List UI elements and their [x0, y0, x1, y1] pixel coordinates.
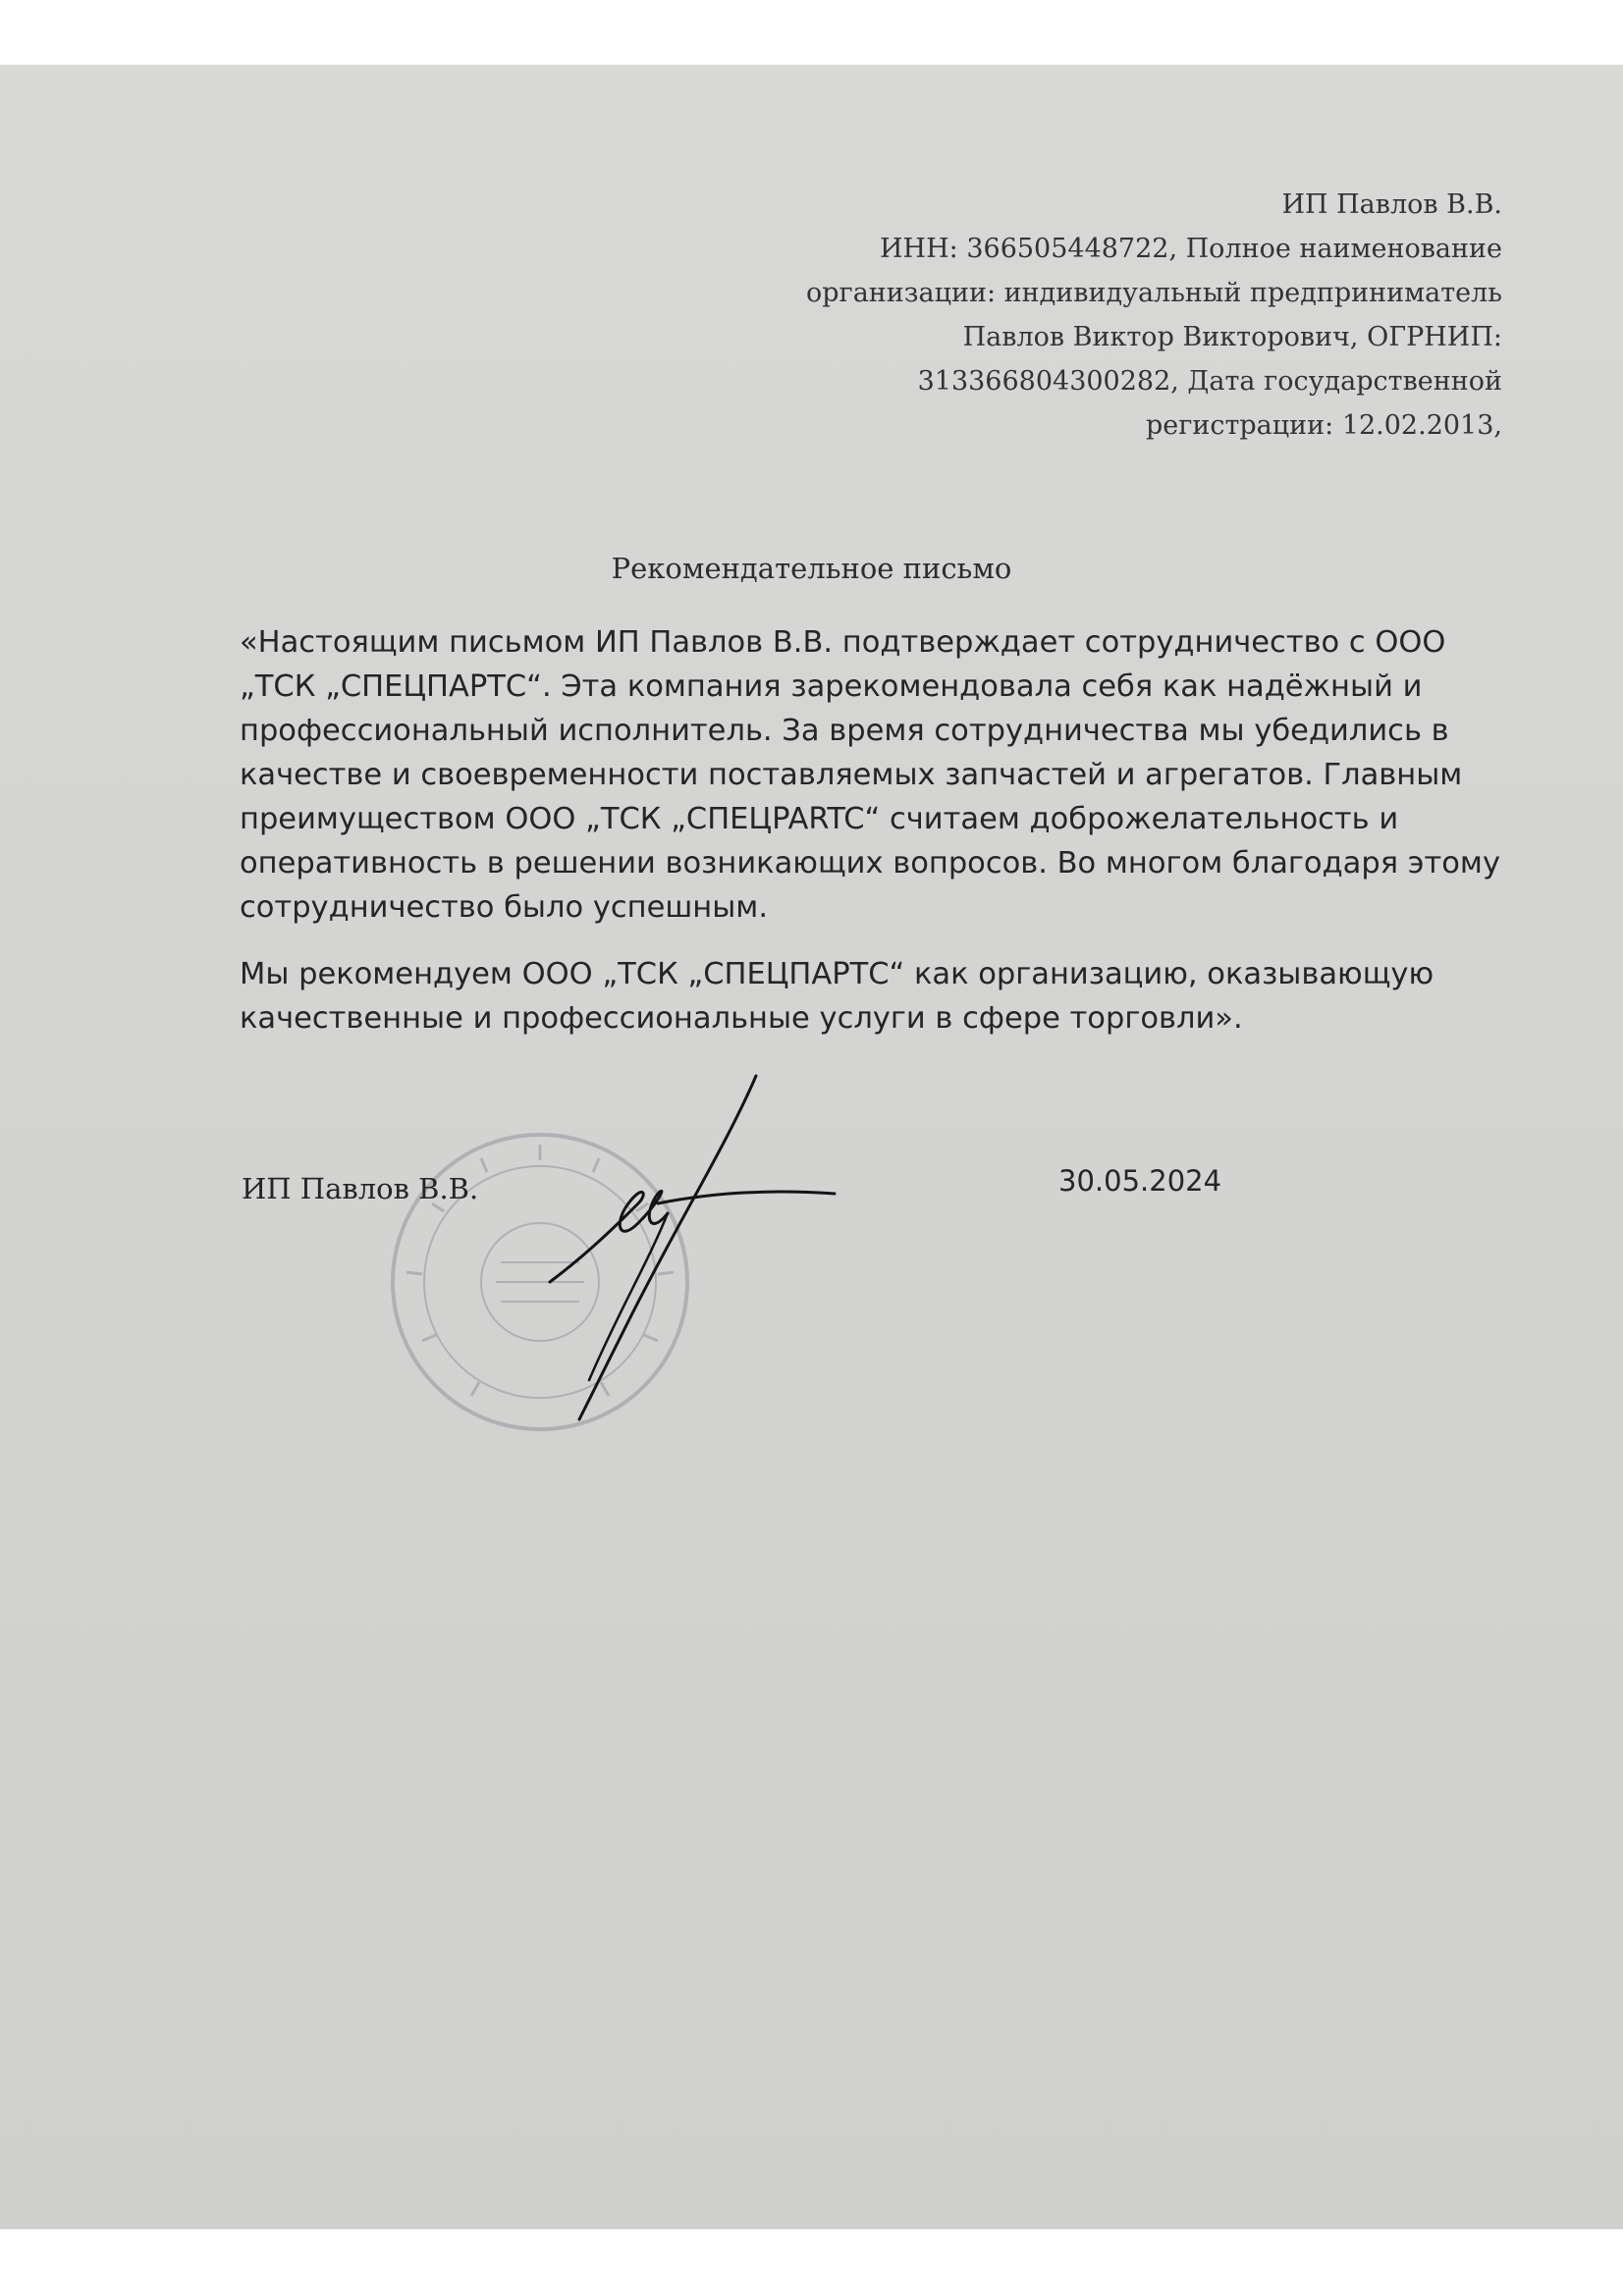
- body-line: качестве и своевременности поставляемых запчастей и агрегатов. Главным: [240, 758, 1463, 792]
- sender-line: ИП Павлов В.В.: [1281, 189, 1502, 220]
- handwritten-signature: [530, 1056, 864, 1429]
- signer-name: ИП Павлов В.В.: [242, 1172, 479, 1205]
- letter-body: [240, 620, 1500, 1041]
- sender-line: организации: индивидуальный предприниматель: [806, 278, 1502, 308]
- body-line: «Настоящим письмом ИП Павлов В.В. подтверждает сотрудничество с ООО: [240, 625, 1446, 660]
- body-line: преимуществом ООО „ТСК „СПЕЦPARTC“ считаем доброжелательность и: [240, 802, 1399, 836]
- body-line: профессиональный исполнитель. За время сотрудничества мы убедились в: [240, 714, 1449, 748]
- body-line: Мы рекомендуем ООО „ТСК „СПЕЦПАРТС“ как организацию, оказывающую: [240, 957, 1434, 991]
- body-line: качественные и профессиональные услуги в сфере торговли».: [240, 1001, 1243, 1036]
- document-page: [0, 65, 1623, 2229]
- sender-line: ИНН: 366505448722, Полное наименование: [880, 234, 1502, 264]
- sender-line: Павлов Виктор Викторович, ОГРНИП:: [962, 322, 1502, 352]
- paragraph-2: [240, 952, 1487, 1041]
- sender-details: [756, 183, 1502, 448]
- sender-line: регистрации: 12.02.2013,: [1145, 410, 1502, 441]
- body-line: сотрудничество было успешным.: [240, 890, 769, 925]
- signature-date: 30.05.2024: [1058, 1164, 1222, 1198]
- body-line: „ТСК „СПЕЦПАРТС“. Эта компания зарекомендовала себя как надёжный и: [240, 669, 1423, 704]
- body-line: оперативность в решении возникающих вопросов. Во многом благодаря этому: [240, 846, 1500, 881]
- letter-title: Рекомендательное письмо: [611, 552, 1012, 585]
- paragraph-1: [240, 620, 1500, 930]
- sender-line: 313366804300282, Дата государственной: [917, 366, 1502, 397]
